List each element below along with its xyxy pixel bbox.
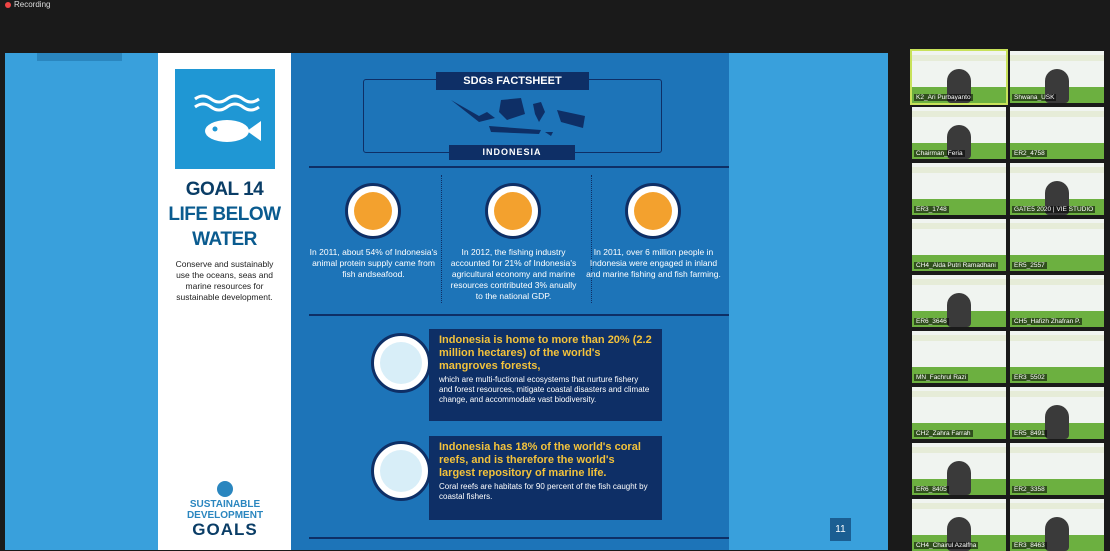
sdg-logo-line1: SUSTAINABLE [189, 499, 261, 510]
participant-tile[interactable] [1010, 219, 1104, 271]
sdg-logo [180, 481, 270, 539]
sdg-logo-line3: GOALS [192, 520, 258, 539]
participant-name: Chairman_Feria [916, 150, 963, 157]
factsheet-panel [291, 53, 729, 550]
recording-indicator [5, 0, 50, 9]
goal-description: Conserve and sustainably use the oceans, seas and marine resources for sustainable development. [175, 259, 274, 302]
participant-tile[interactable] [912, 331, 1006, 383]
participant-tile[interactable] [912, 163, 1006, 215]
participant-name: K2_Ari Purbayanto [916, 94, 971, 101]
participant-tile[interactable] [912, 219, 1006, 271]
participant-tile[interactable] [1010, 51, 1104, 103]
coral-body: Coral reefs are habitats for 90 percent of the fish caught by coastal fishers. [439, 482, 648, 501]
participant-name: CH2_Zahra Farrah [916, 430, 971, 437]
sdg-logo-line2: DEVELOPMENT [186, 510, 264, 521]
participant-name: ER6_3646 [916, 318, 947, 325]
participant-tile[interactable] [912, 51, 1006, 103]
participant-tile[interactable] [912, 275, 1006, 327]
recording-label: Recording [14, 0, 51, 9]
fish-money-icon [485, 183, 541, 239]
participant-tile[interactable] [1010, 387, 1104, 439]
participant-tile[interactable] [1010, 107, 1104, 159]
participant-name: ER2_3358 [1014, 486, 1045, 493]
participant-tile[interactable] [1010, 331, 1104, 383]
participant-tile[interactable] [912, 443, 1006, 495]
participant-gallery [910, 51, 1110, 550]
separator-1 [441, 175, 442, 303]
participant-name: ER3_5502 [1014, 374, 1045, 381]
participant-name: GATE5 2020 | VIE STUDIO [1014, 206, 1094, 213]
participant-tile[interactable] [1010, 163, 1104, 215]
goal-name-line1: LIFE BELOW [168, 204, 281, 225]
mangrove-body: which are multi-fuctional ecosystems that nurture fishery and forest resources, mitigate coastal disasters and climate change, and accommodate vast biodiversity. [439, 375, 650, 404]
mangrove-highlight: Indonesia is home to more than 20% (2.2 million hectares) of the world's mangroves forests, [439, 334, 652, 372]
participant-name: CH4_Alda Putri Ramadhani [916, 262, 996, 269]
participant-tile[interactable] [1010, 499, 1104, 551]
goal-name-line2: WATER [192, 229, 257, 250]
fisherman-icon [625, 183, 681, 239]
coral-highlight: Indonesia has 18% of the world's coral reefs, and is therefore the world's largest repository of marine life. [439, 441, 641, 479]
participant-tile[interactable] [912, 107, 1006, 159]
top-bar [0, 0, 1110, 52]
divider-bottom [309, 537, 729, 539]
shared-screen [5, 53, 888, 550]
participant-name: MN_Fachrul Razi [916, 374, 967, 381]
fish-hook-icon [345, 183, 401, 239]
page-number: 11 [830, 518, 851, 541]
participant-name: CH5_Hafizh Zhafran P. [1014, 318, 1081, 325]
goal-panel [158, 53, 291, 550]
un-emblem-icon [217, 481, 233, 497]
coral-reef-icon [371, 441, 431, 501]
participant-name: ER3_8463 [1014, 542, 1045, 549]
participant-name: CH4_Chairul Azalfha [916, 542, 977, 549]
mangrove-box [429, 329, 662, 421]
goal-number: GOAL 14 [185, 179, 264, 200]
coral-reef-box [429, 436, 662, 520]
participant-name: Shwana_USK [1014, 94, 1055, 101]
factsheet-country: INDONESIA [449, 145, 575, 160]
participant-tile[interactable] [1010, 443, 1104, 495]
participant-name: ER3_1748 [916, 206, 947, 213]
participant-name: ER2_4758 [1014, 150, 1045, 157]
factsheet-title: SDGs FACTSHEET [436, 72, 589, 90]
indonesia-map-icon [449, 92, 589, 142]
mangrove-icon [371, 333, 431, 393]
divider-top [309, 166, 729, 168]
participant-name: ER5_8491 [1014, 430, 1045, 437]
separator-2 [591, 175, 592, 303]
share-tab [37, 53, 122, 61]
divider-middle [309, 314, 729, 316]
participant-name: ER5_2557 [1014, 262, 1045, 269]
participant-tile[interactable] [1010, 275, 1104, 327]
participant-tile[interactable] [912, 387, 1006, 439]
goal-title [158, 177, 291, 252]
participant-tile[interactable] [912, 499, 1006, 551]
fish-icon [175, 69, 275, 169]
participant-name: ER6_8405 [916, 486, 947, 493]
stat-fishing-industry: In 2012, the fishing industry accounted for 21% of Indonesia's agricultural economy and marine resources contributed 3% anually to the national GDP. [450, 247, 577, 301]
record-icon [5, 2, 11, 8]
stat-protein: In 2011, about 54% of Indonesia's animal protein supply came from fish andseafood. [309, 247, 438, 279]
stat-employment: In 2011, over 6 million people in Indonesia were engaged in inland and marine fishing and fish farming. [586, 247, 721, 279]
